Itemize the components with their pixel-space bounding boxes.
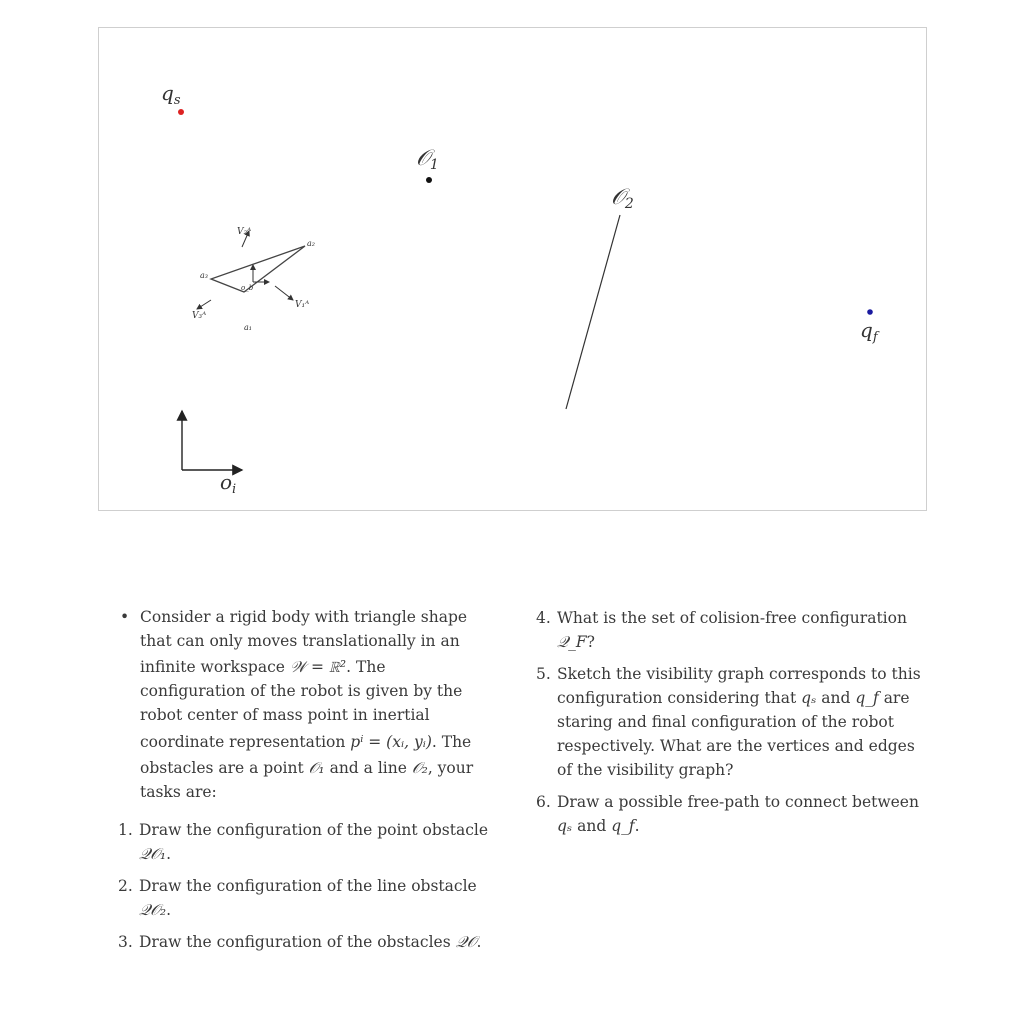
intro-line-8: tasks are: [140, 783, 217, 801]
o2-label: 𝒪2 [611, 185, 634, 212]
intro-paragraph [118, 605, 518, 804]
left-column [118, 603, 518, 962]
q-f-point [867, 309, 873, 315]
q-f-label: $q_f$ [860, 318, 878, 345]
v1-label: V₁ᴬ [295, 300, 310, 310]
task-2: 2. Draw the configuration of the line obstacle 𝒬𝒪₂. [118, 877, 477, 919]
o2-line [566, 215, 620, 409]
task-6: 6. Draw a possible free-path to connect between qₛ and q_f. [536, 793, 919, 835]
task-3: 3. Draw the configuration of the obstacles 𝒬𝒪. [118, 933, 482, 951]
right-column [536, 606, 928, 846]
ob-label: o_b [241, 284, 254, 292]
v2-label: V₂ᴬ [237, 227, 252, 237]
robot-triangle [211, 246, 305, 292]
v3-arrow [197, 300, 211, 309]
intro-line-1: Consider a rigid body with triangle shape [140, 608, 468, 626]
v1-arrow [275, 286, 293, 300]
o1-point [426, 177, 432, 183]
intro-line-5: robot center of mass point in inertial [140, 706, 430, 724]
q-s-point [178, 109, 184, 115]
a1-label: a₁ [244, 323, 252, 332]
oi-label: $o_i$ [220, 470, 237, 497]
task-5: 5. Sketch the visibility graph corresponds to this configuration considering that qₛ and q_f are staring and final configuration of the robot respectively. What are the vertices and edges of the visibility graph? [536, 665, 921, 779]
task-list-left [118, 818, 518, 954]
bullet: • [120, 608, 130, 626]
task-list-right [536, 606, 928, 838]
workspace-diagram [99, 28, 928, 512]
q-s-label: $q_s$ [161, 81, 181, 108]
workspace-figure [98, 27, 927, 511]
o1-label: 𝒪1 [416, 146, 439, 173]
intro-line-2: that can only moves translationally in an [140, 632, 460, 650]
intro-line-6: coordinate representation pⁱ = (xᵢ, yᵢ). The [140, 733, 472, 751]
intro-line-3: infinite workspace 𝒲 = ℝ². The [140, 658, 386, 676]
a3-label: a₃ [200, 271, 208, 280]
intro-line-4: configuration of the robot is given by the [140, 682, 463, 700]
task-1: 1. Draw the configuration of the point obstacle 𝒬𝒪₁. [118, 821, 489, 863]
intro-line-7: obstacles are a point 𝒪₁ and a line 𝒪₂, your [140, 759, 474, 777]
task-4: 4. What is the set of colision-free configuration 𝒬_F? [536, 609, 907, 651]
a2-label: a₂ [307, 239, 315, 248]
v3-label: V₃ᴬ [192, 311, 207, 321]
